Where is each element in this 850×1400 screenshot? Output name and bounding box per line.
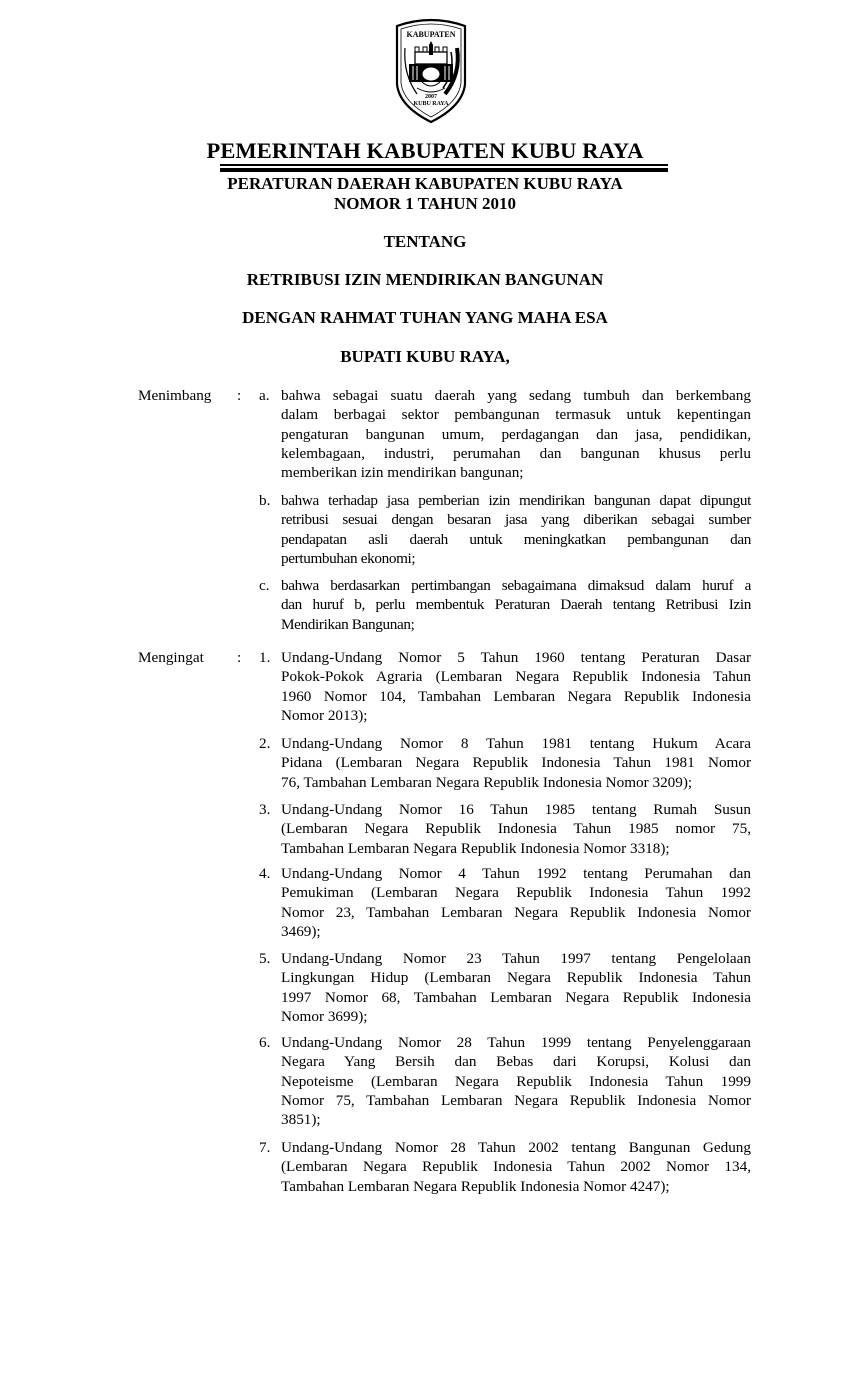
item-marker: c. (259, 577, 270, 594)
mengingat-colon: : (237, 649, 242, 666)
item-line: (Lembaran Negara Republik Indonesia Tahun 2002 Nomor 134, (281, 1158, 751, 1176)
item-line: Undang-Undang Nomor 28 Tahun 1999 tentang Penyelenggaraan (281, 1034, 751, 1051)
item-line: Tambahan Lembaran Negara Republik Indonesia Nomor 3318); (281, 839, 670, 857)
item-marker: 5. (259, 950, 271, 967)
item-line: pertumbuhan ekonomi; (281, 549, 416, 567)
item-line: Undang-Undang Nomor 28 Tahun 2002 tentang Bangunan Gedung (281, 1139, 751, 1156)
item-line: (Lembaran Negara Republik Indonesia Tahun 1985 nomor 75, (281, 820, 751, 838)
item-line: 76, Tambahan Lembaran Negara Republik Indonesia Nomor 3209); (281, 773, 693, 791)
item-line: 1997 Nomor 68, Tambahan Lembaran Negara Republik Indonesia (281, 988, 751, 1006)
item-line: Undang-Undang Nomor 4 Tahun 1992 tentang Perumahan dan (281, 865, 751, 882)
item-line: 3851); (281, 1111, 321, 1129)
item-line: Pidana (Lembaran Negara Republik Indonesia Tahun 1981 Nomor (281, 754, 751, 772)
item-marker: 2. (259, 735, 271, 752)
item-marker: a. (259, 387, 270, 404)
item-line: Pemukiman (Lembaran Negara Republik Indonesia Tahun 1992 (281, 884, 751, 902)
item-line: Mendirikan Bangunan; (281, 615, 415, 633)
item-line: memberikan izin mendirikan bangunan; (281, 464, 524, 482)
blessing-line: DENGAN RAHMAT TUHAN YANG MAHA ESA (242, 308, 608, 327)
item-line: Negara Yang Bersih dan Bebas dari Korupsi, Kolusi dan (281, 1053, 751, 1071)
svg-text:KABUPATEN: KABUPATEN (406, 30, 456, 39)
menimbang-label: Menimbang (138, 387, 212, 404)
item-line: bahwa terhadap jasa pemberian izin mendirikan bangunan dapat dipungut (281, 492, 751, 509)
mengingat-label: Mengingat (138, 649, 204, 666)
header-rule-thin (220, 164, 668, 166)
svg-text:KUBU RAYA: KUBU RAYA (413, 101, 449, 107)
item-line: Nomor 75, Tambahan Lembaran Negara Republik Indonesia Nomor (281, 1091, 751, 1109)
item-line: retribusi sesuai dengan besaran jasa yang diberikan sebagai sumber (281, 511, 751, 529)
item-line: Nomor 2013); (281, 706, 368, 724)
item-line: Tambahan Lembaran Negara Republik Indonesia Nomor 4247); (281, 1177, 670, 1195)
item-marker: b. (259, 492, 271, 509)
item-marker: 4. (259, 865, 271, 882)
item-line: 3469); (281, 922, 321, 940)
item-line: Nomor 23, Tambahan Lembaran Negara Republik Indonesia Nomor (281, 903, 751, 921)
header-rule-thick (220, 168, 668, 172)
item-marker: 6. (259, 1034, 271, 1051)
regulation-title: PERATURAN DAERAH KABUPATEN KUBU RAYA (227, 174, 623, 193)
regulation-subject: RETRIBUSI IZIN MENDIRIKAN BANGUNAN (246, 270, 604, 289)
regent-line: BUPATI KUBU RAYA, (340, 347, 510, 366)
svg-text:2007: 2007 (425, 94, 437, 100)
item-line: Undang-Undang Nomor 8 Tahun 1981 tentang Hukum Acara (281, 735, 751, 752)
item-line: bahwa berdasarkan pertimbangan sebagaimana dimaksud dalam huruf a (281, 577, 751, 594)
item-line: Undang-Undang Nomor 23 Tahun 1997 tentang Pengelolaan (281, 950, 751, 967)
kubu-raya-emblem-icon (391, 14, 471, 124)
item-line: Lingkungan Hidup (Lembaran Negara Republik Indonesia Tahun (281, 969, 751, 987)
item-line: bahwa sebagai suatu daerah yang sedang tumbuh dan berkembang (281, 387, 751, 404)
item-line: kelembagaan, industri, perumahan dan bangunan khusus perlu (281, 444, 751, 462)
government-title: PEMERINTAH KABUPATEN KUBU RAYA (206, 138, 644, 163)
regulation-number: NOMOR 1 TAHUN 2010 (333, 194, 517, 213)
item-marker: 3. (259, 801, 271, 818)
menimbang-colon: : (237, 387, 242, 404)
item-line: Undang-Undang Nomor 16 Tahun 1985 tentang Rumah Susun (281, 801, 751, 818)
item-line: pendapatan asli daerah untuk meningkatkan pembangunan dan (281, 530, 751, 548)
item-line: dalam berbagai sektor pembangunan termasuk untuk kepentingan (281, 406, 751, 424)
item-line: Pokok-Pokok Agraria (Lembaran Negara Republik Indonesia Tahun (281, 668, 751, 686)
item-line: dan huruf b, perlu membentuk Peraturan Daerah tentang Retribusi Izin (281, 596, 751, 614)
item-line: Nomor 3699); (281, 1007, 368, 1025)
about-heading: TENTANG (383, 232, 467, 251)
item-line: Nepoteisme (Lembaran Negara Republik Indonesia Tahun 1999 (281, 1072, 751, 1090)
item-line: pengaturan bangunan umum, perdagangan dan jasa, pendidikan, (281, 425, 751, 443)
item-line: 1960 Nomor 104, Tambahan Lembaran Negara Republik Indonesia (281, 687, 751, 705)
item-marker: 7. (259, 1139, 271, 1156)
item-marker: 1. (259, 649, 271, 666)
item-line: Undang-Undang Nomor 5 Tahun 1960 tentang Peraturan Dasar (281, 649, 751, 666)
